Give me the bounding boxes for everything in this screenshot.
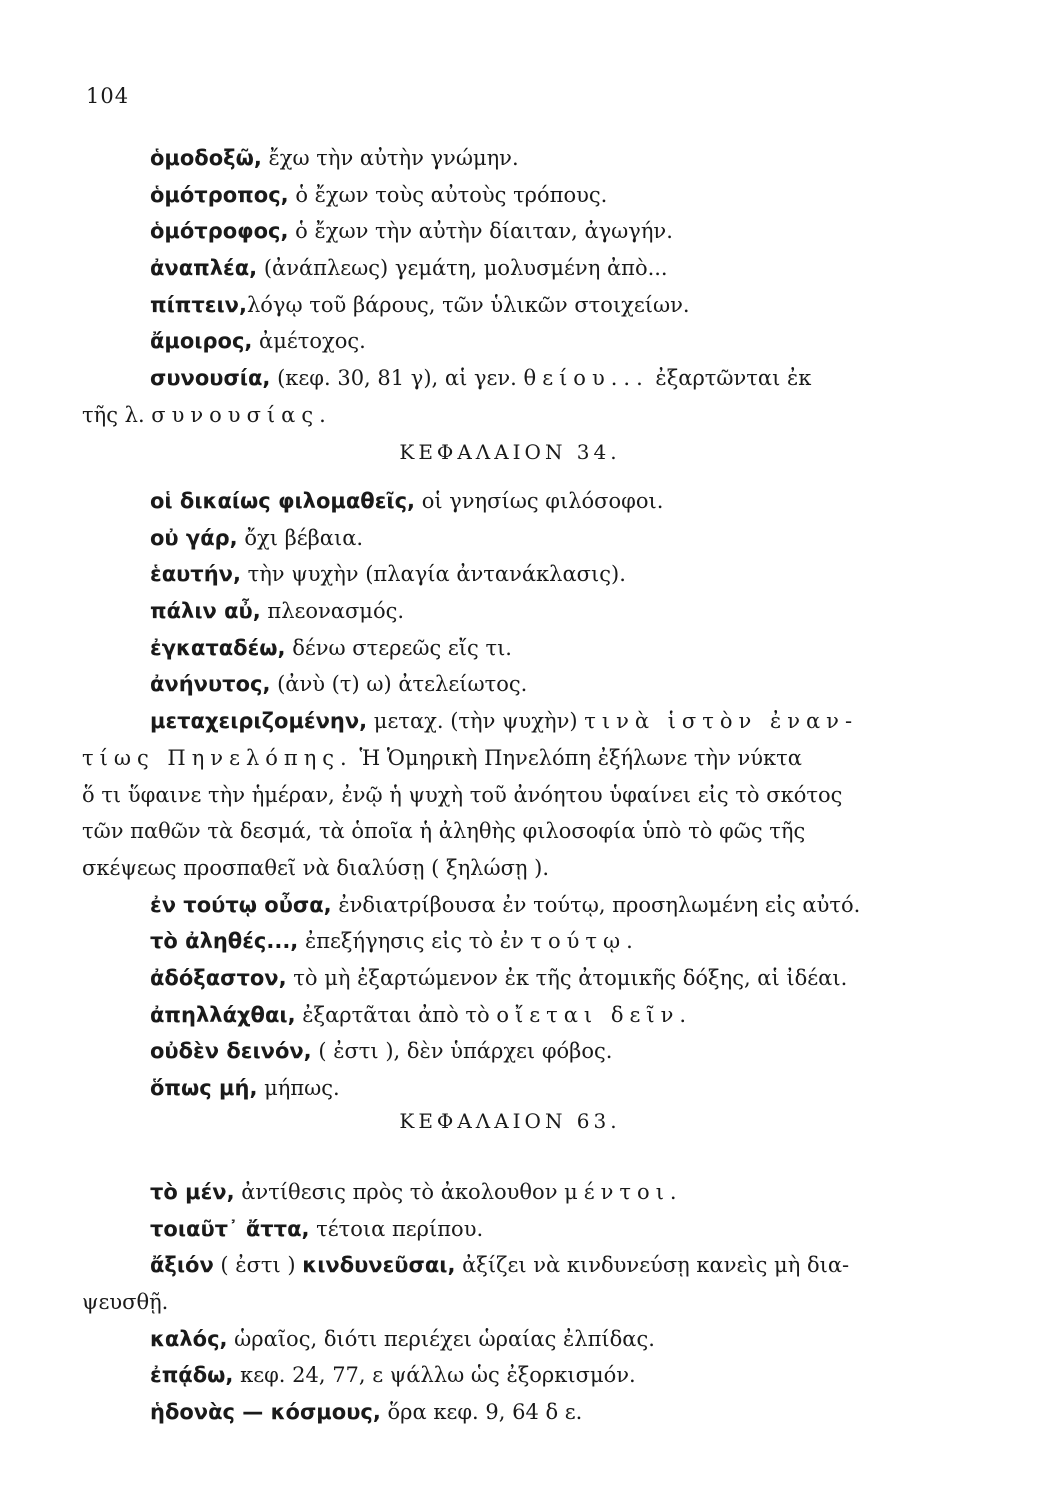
glossary-entry (0, 1070, 1039, 1107)
gloss: τέτοια περίπου. (309, 1216, 484, 1241)
gloss: ἀξίζει νὰ κινδυνεύσῃ κανεὶς μὴ δια- (455, 1253, 850, 1278)
glossary-entry (0, 1394, 1039, 1431)
chapter-heading: ΚΕΦΑΛΑΙΟΝ 63. (399, 1109, 621, 1133)
gloss: ὁ ἔχων τοὺς αὐτοὺς τρόπους. (288, 182, 608, 207)
glossary-entry (0, 960, 1039, 997)
gloss: (ἀνάπλεως) γεμάτη, μολυσμένη ἀπὸ... (257, 256, 668, 281)
gloss: ἐνδιατρίβουσα ἐν τούτῳ, προσηλωμένη εἰς αὐτό. (331, 892, 861, 917)
headword: ἀδόξαστον, (150, 965, 287, 990)
headword: ὁμότροφος, (150, 219, 289, 244)
continuation-line (0, 813, 1039, 850)
glossary-entry (0, 360, 1039, 397)
gloss: ὡραῖος, διότι περιέχει ὡραίας ἐλπίδας. (227, 1326, 655, 1351)
glossary-entry (0, 1174, 1039, 1211)
spaced-quote: τίως Πηνελόπης. (82, 745, 353, 770)
glossary-entry (0, 1357, 1039, 1394)
headword: ἐγκαταδέω, (150, 635, 286, 660)
headword: μεταχειριζομένην, (150, 709, 368, 734)
headword: ἀπηλλάχθαι, (150, 1002, 296, 1027)
gloss: τῶν παθῶν τὰ δεσμά, τὰ ὁποῖα ἡ ἀληθὴς φιλοσοφία ὑπὸ τὸ φῶς τῆς (82, 819, 806, 844)
continuation-line (0, 1284, 1039, 1321)
headword: ἄμοιρος, (150, 329, 253, 354)
gloss: σκέψεως προσπαθεῖ νὰ διαλύσῃ ( ξηλώσῃ ). (82, 855, 550, 880)
headword: καλός, (150, 1326, 228, 1351)
gloss: δένω στερεῶς εἴς τι. (285, 635, 512, 660)
headword: ἄξιόν (150, 1253, 214, 1278)
spaced-quote: συνουσίας. (151, 402, 332, 427)
headword: τοιαῦτ᾽ ἄττα, (150, 1216, 310, 1241)
headword: οἱ δικαίως φιλομαθεῖς, (150, 489, 416, 513)
headword: τὸ ἀληθές..., (150, 929, 299, 954)
headword: ἐν τούτῳ οὖσα, (150, 892, 332, 917)
glossary-entry (0, 140, 1039, 177)
headword: ὁμοδοξῶ, (150, 146, 262, 170)
continuation-line (0, 850, 1039, 887)
spaced-quote: μέντοι. (564, 1180, 683, 1204)
glossary-entry (0, 630, 1039, 667)
glossary-entry (0, 1321, 1039, 1358)
headword: πίπτειν, (150, 292, 247, 317)
gloss: ( ἐστι ) (213, 1253, 303, 1278)
glossary-block-2 (0, 483, 1039, 1107)
glossary-entry (0, 997, 1039, 1034)
glossary-entry (0, 593, 1039, 630)
gloss: (κεφ. 30, 81 γ), αἱ γεν. (270, 366, 524, 391)
gloss: τὸ μὴ ἐξαρτώμενον ἐκ τῆς ἀτομικῆς δόξης, αἱ ἰδέαι. (286, 965, 848, 990)
glossary-block-3 (0, 1174, 1039, 1431)
glossary-entry (0, 323, 1039, 360)
gloss: ἀντίθεσις πρὸς τὸ ἀκολουθον (234, 1180, 565, 1204)
glossary-entry (0, 556, 1039, 593)
glossary-entry (0, 483, 1039, 520)
spaced-quote: θείου... (523, 366, 649, 391)
gloss: Ἡ Ὁμηρικὴ Πηνελόπη ἐξήλωνε τὴν νύκτα (352, 745, 802, 770)
glossary-entry (0, 213, 1039, 250)
gloss: ὁ ἔχων τὴν αὐτὴν δίαιταν, ἀγωγήν. (288, 219, 673, 244)
gloss: ἀμέτοχος. (252, 329, 366, 354)
headword: ἑαυτήν, (150, 562, 241, 587)
headword: ἡδονὰς — κόσμους, (150, 1400, 381, 1425)
gloss: πλεονασμός. (260, 599, 405, 624)
headword: πάλιν αὖ, (150, 599, 261, 624)
gloss: (ἀνὺ (τ) ω) ἀτελείωτος. (270, 672, 528, 697)
page-number: 104 (86, 84, 130, 108)
chapter-heading: ΚΕΦΑΛΑΙΟΝ 34. (399, 440, 621, 464)
continuation-line (0, 740, 1039, 777)
glossary-entry (0, 923, 1039, 960)
gloss: μήπως. (257, 1076, 340, 1100)
gloss: κεφ. 24, 77, ε ψάλλω ὡς ἐξορκισμόν. (233, 1363, 636, 1388)
gloss: μεταχ. (τὴν ψυχὴν) (367, 709, 585, 734)
glossary-entry (0, 250, 1039, 287)
gloss: οἱ γνησίως φιλόσοφοι. (415, 489, 664, 513)
gloss: ( ἐστι ), δὲν ὑπάρχει φόβος. (311, 1039, 613, 1064)
continuation-line (0, 777, 1039, 814)
spaced-quote: τούτῳ. (530, 929, 639, 954)
headword: ἀνήνυτος, (150, 672, 271, 697)
glossary-entry (0, 287, 1039, 324)
glossary-entry (0, 666, 1039, 703)
headword: τὸ μέν, (150, 1180, 235, 1204)
glossary-entry (0, 1033, 1039, 1070)
gloss: τὴν ψυχὴν (πλαγία ἀντανάκλασις). (240, 562, 626, 587)
gloss: τῆς λ. (82, 402, 152, 427)
glossary-entry (0, 703, 1039, 740)
glossary-entry (0, 520, 1039, 557)
continuation-line (0, 397, 1039, 434)
spaced-quote: τινὰ ἱστὸν ἐναν- (584, 709, 859, 734)
headword: κινδυνεῦσαι, (302, 1253, 456, 1278)
glossary-entry (0, 177, 1039, 214)
gloss: λόγῳ τοῦ βάρους, τῶν ὑλικῶν στοιχείων. (246, 292, 690, 317)
gloss: ὄχι βέβαια. (237, 525, 364, 550)
glossary-entry (0, 1247, 1039, 1284)
headword: οὐδὲν δεινόν, (150, 1039, 312, 1064)
glossary-entry (0, 887, 1039, 924)
gloss: ἔχω τὴν αὐτὴν γνώμην. (261, 146, 519, 170)
gloss: ὅρα κεφ. 9, 64 δ ε. (380, 1400, 583, 1425)
headword: συνουσία, (150, 366, 271, 391)
spaced-quote: οἴεται δεῖν. (496, 1002, 693, 1027)
gloss: ὅ τι ὕφαινε τὴν ἡμέραν, ἐνῷ ἡ ψυχὴ τοῦ ἀνόητου ὑφαίνει εἰς τὸ σκότος (82, 782, 843, 807)
headword: ἀναπλέα, (150, 256, 258, 281)
headword: ὅπως μή, (150, 1076, 258, 1100)
headword: ὁμότροπος, (150, 182, 289, 207)
gloss: ἐπεξήγησις εἰς τὸ ἐν (298, 929, 531, 954)
gloss: ἐξαρτῶνται ἐκ (648, 366, 812, 391)
headword: οὐ γάρ, (150, 525, 238, 550)
glossary-entry (0, 1211, 1039, 1248)
glossary-block-1 (0, 140, 1039, 434)
headword: ἐπᾴδω, (150, 1363, 234, 1388)
gloss: ψευσθῇ. (82, 1290, 169, 1315)
gloss: ἐξαρτᾶται ἀπὸ τὸ (295, 1002, 497, 1027)
